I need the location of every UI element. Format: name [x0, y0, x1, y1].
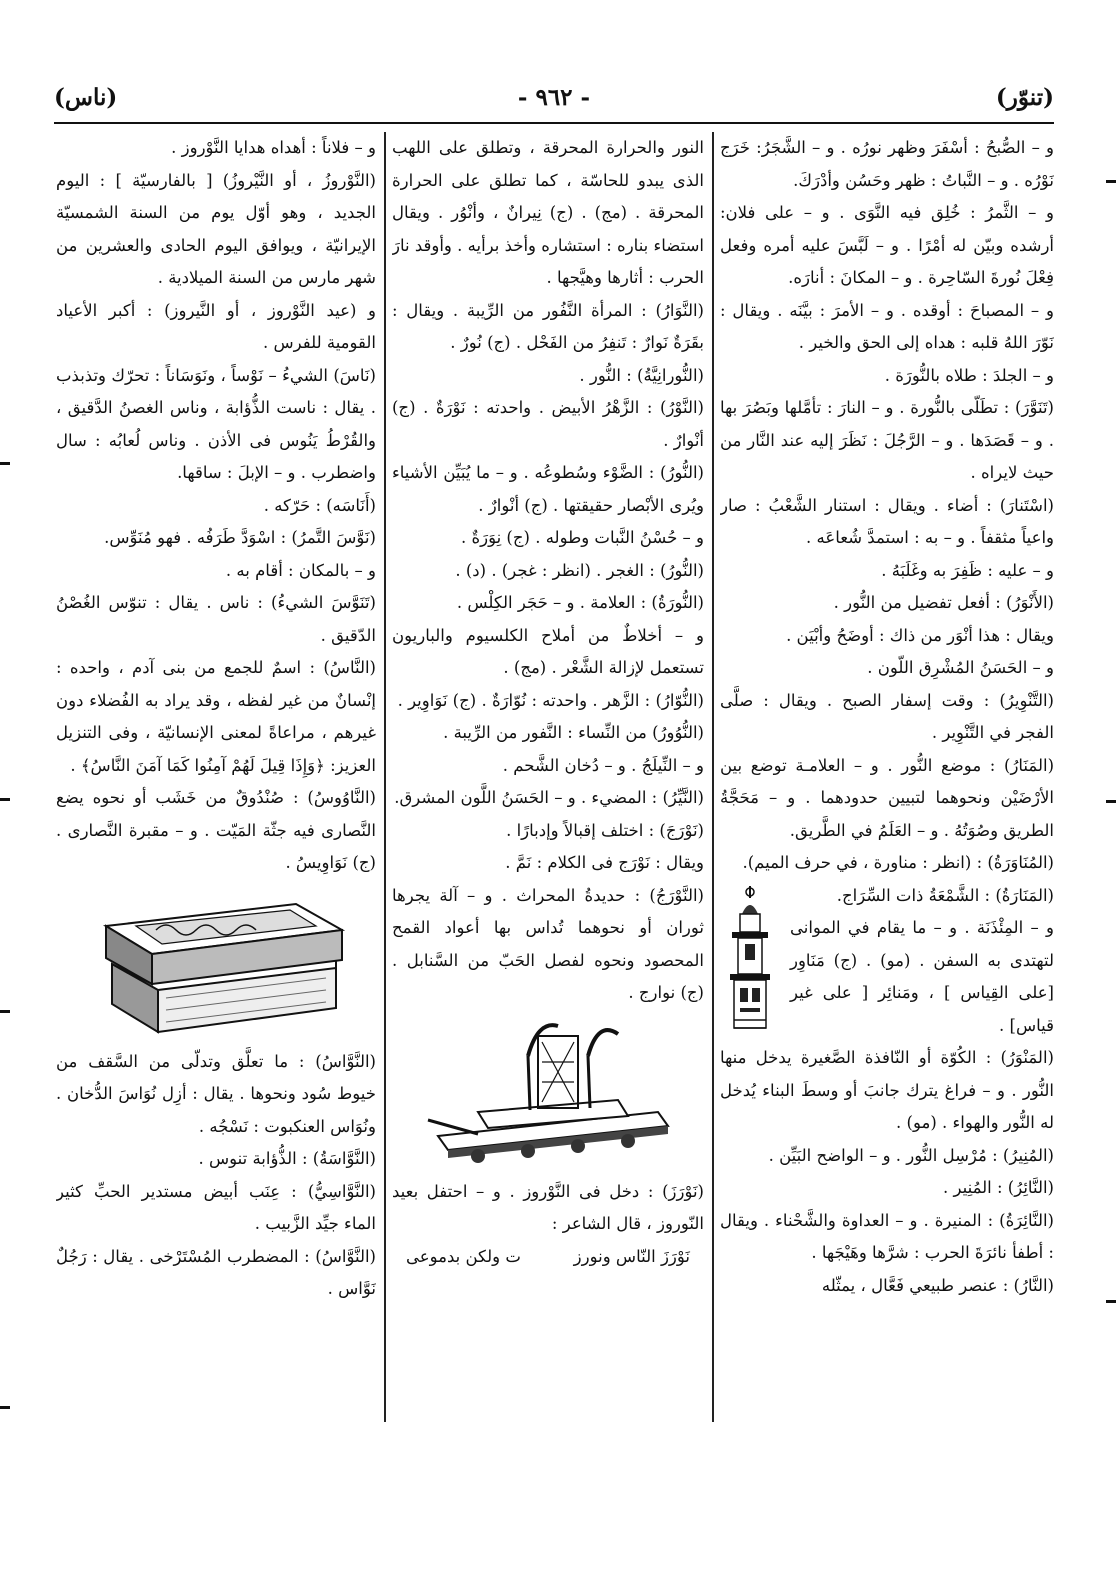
entry: و – الصُّبحُ : أسْفَرَ وظهر نورُه . و – الشَّجَرُ: خَرَج نَوْرُه . و – النَّباتُ : ظهر وحَسُن وأدْرَكَ. — [720, 138, 1054, 190]
column-left — [56, 132, 376, 1432]
header-right-keyword: (تنوّر) — [995, 84, 1054, 111]
entry: (النُّورَةُ) : العلامة . و – حَجَر الكِلْس . — [456, 593, 704, 612]
entry: النور والحرارة المحرقة ، وتطلق على اللهب الذى يبدو للحاسّة ، كما تطلق على الحرارة المحرقة . (مج) . (ج) نِيرانٌ ، وأنْوُر . ويقال استضاء بناره : استشاره وأخذ برأيه . وأوقد نارَ الحرب : أثارها وهيَّجها . — [392, 138, 704, 287]
entry: (النُّوّارُ) : الزَّهر . واحدته : نُوّارَةٌ . (ج) نَوَاوِير . — [397, 690, 704, 710]
entry: (الأَنْوَرُ) : أفعل تفضيل من النُّور . — [833, 593, 1054, 612]
entry: و (عيد النَّوْروز ، أو النَّيروز) : أكبر الأعياد القومية للفرس . — [56, 300, 376, 352]
poem-verse — [392, 1241, 704, 1274]
margin-mark — [1106, 180, 1116, 183]
entry: (نَاسَ) الشيءُ – نَوْساً ، ونَوَسَاناً : تحرّك وتذبذب . يقال : ناست الذُّؤابة ، وناس الغصنُ الدَّقيق ، والقُرْطُ يَنُوس فى الأذن . وناس لُعابُه : سال واضطرب . و – الإبلَ : ساقها. — [56, 365, 376, 482]
entry: (المَنْوَرُ) : الكُوّة أو النّافذة الصَّغيرة يدخل منها النُّور . و – فراغ يترك جانبَ أو وسطَ البناء يُدخل له النُّور والهواء . (مو) . — [720, 1048, 1054, 1132]
header-rule — [54, 122, 1054, 124]
entry: و – فلاناً : أهداه هدايا النَّوْروز . — [171, 138, 376, 157]
column-divider-left — [384, 132, 386, 1422]
entry: (النَّوَّاسَةُ) : الذُّؤابة تنوس . — [198, 1149, 376, 1168]
entry: و – المِئْذَنَة . و – ما يقام في الموانى لتهتدى به السفن . (مو) . (ج) مَنَاوِر [على القِياس ] ، ومَنائِر [ على غير قياس] . — [790, 918, 1054, 1035]
minaret-illustration — [720, 884, 780, 1034]
margin-mark — [0, 1406, 10, 1409]
entry: (أَنَاسَه) : حَرّكه . — [263, 495, 376, 515]
header-left-keyword: (ناس) — [54, 84, 118, 111]
entry: و – حُسْنُ النَّبات وطوله . (ج) نِوَرَةٌ . — [460, 528, 704, 547]
margin-mark — [0, 798, 10, 801]
entry: (النَّيِّرُ) : المضيء . و – الحَسَنُ اللَّون المشرق. — [394, 788, 704, 807]
entry: (النَّوَّاسِيُّ) : عِنَب أبيض مستدير الحبِّ كثير الماء جيِّد الزَّبيب . — [56, 1181, 376, 1233]
entry: (النُّوُورُ) من النِّساء : النَّفور من الرِّيبة . — [443, 723, 704, 742]
entry: (النَّوَّاسُ) : ما تعلَّق وتدلّى من السَّقف من خيوط سُود ونحوها . يقال : أزِل نُوَاسَ الدُّخان . ونُوَاس العنكبوت : نَسْجُه . — [56, 1051, 376, 1136]
entry: (النَّوْرَجُ) : حديدةُ المحراث . و – آلة يجرها ثوران أو نحوهما تُداس بها أعواد القمح المحصود ونحوه لفصل الحَبّ من السَّنابل . (ج) نوارج . — [392, 885, 704, 1002]
entry: (المُنَاوَرَةُ) : (انظر : مناورة ، في حرف الميم). — [742, 853, 1054, 872]
entry: و – عليه : ظَفِرَ به وغَلَبَهُ . — [881, 560, 1054, 580]
margin-mark — [1106, 800, 1116, 803]
entry: (تَنَوَّسَ الشيءُ) : ناس . يقال : تنوّس الغُصْنُ الدّقيق . — [56, 593, 376, 645]
entry: (نَوْرَجَ) : اختلف إقبالاً وإدبارًا . — [506, 820, 704, 840]
poem-second-hemistich: ت ولكن بدموعى — [406, 1246, 521, 1266]
entry: و – النِّيلَجُ . و – دُخان الشَّحم . — [502, 755, 704, 775]
entry: (تَنَوَّرَ) : تطَلّى بالنُّورة . و – النارَ : تأمَّلها وبَصُرَ بها . و – قَصَدَها . و – الرَّجُلَ : نَظَرَ إليه عند النَّار من حيث لايراه . — [720, 398, 1054, 482]
entry: (المَنَارَةُ) : الشَّمْعَةُ ذات السِّرَاج. — [836, 885, 1054, 905]
column-right — [720, 132, 1054, 1432]
entry: (النَّائِرَةُ) : المنيرة . و – العداوة والشَّحْناء . ويقال : أطفأ نائرَةَ الحرب : شرَّها وهَيْجَها . — [720, 1210, 1054, 1262]
entry: و – الحَسَنُ المُشْرِق اللّون . — [867, 658, 1054, 677]
page-number: - ٩٦٢ - — [517, 84, 591, 111]
entry: (نَوْرَزَ) : دخل فى النَّوْروز . و – احتفل بعيد النّوروز ، قال الشاعر : — [392, 1181, 704, 1233]
entry: ويقال : نَوْرَج فى الكلام : نَمَّ . — [505, 853, 704, 872]
entry: (النَّاسُ) : اسمٌ للجمع من بنى آدم ، واحده : إنْسانٌ من غير لفظه ، وقد يراد به الفُضلاء دون غيرهم ، مراعاةً لمعنى الإنسانيّة ، وفى التنزيل العزيز: ﴿وَإِذَا قِيلَ لَهُمْ آمِنُوا كَمَا آمَنَ النَّاسُ﴾ . — [56, 658, 376, 775]
column-middle — [392, 132, 704, 1432]
entry: و – المصباحَ : أوقده . و – الأمرَ : بيَّنَه . ويقال : نَوّرَ اللهُ قلبه : هداه إلى الحق والخير . — [720, 300, 1054, 352]
entry: (النَّارُ) : عنصر طبيعي فَعَّال ، يمثّله — [821, 1275, 1054, 1295]
column-divider-right — [712, 132, 714, 1422]
entry: (المُنِيرُ) : مُرْسِل النُّور . و – الواضح البَيِّن . — [768, 1145, 1054, 1165]
sarcophagus-illustration — [76, 886, 356, 1036]
entry: (النَّائِرُ) : المُنِير . — [943, 1178, 1054, 1197]
entry: (النُّورُ) : الغجر . (انظر : غجر) . (د) . — [455, 560, 704, 580]
entry: (النَّاوُوسُ) : صُنْدُوقٌ من خَشَب أو نحوه يضع النَّصارى فيه جثّة المَيّت . و – مقبرة النَّصارى . (ج) نَوَاوِيسُ . — [56, 788, 376, 872]
entry: (نَوَّسَ التَّمرُ) : اسْوَدَّ طَرَفُه . فهو مُنَوِّس. — [104, 528, 376, 547]
threshing-sledge-illustration — [418, 1016, 678, 1166]
entry: (اسْتَنارَ) : أضاء . ويقال : استنار الشَّعْبُ : صار واعياً مثقفاً . و – به : استمدَّ شُعاعَه . — [720, 495, 1054, 547]
margin-mark — [0, 462, 10, 465]
entry: (النَّوَّاسُ) : المضطرب المُسْتَرْخى . يقال : رَجُلٌ نَوَّاس . — [56, 1246, 376, 1298]
entry: (النُّورانِيَّةُ) : النُّور . — [579, 365, 704, 385]
entry: و – الثَّمرُ : خُلِق فيه النَّوَى . و – على فلان: أرشده وبيّن له أمْرًا . و – لَبَّسَ عليه أمره وفعل فِعْلَ نُورةَ السّاحِرة . و – المكانَ : أنارَه. — [720, 203, 1054, 287]
entry: و – الجلدَ : طلاه بالنُّورَة . — [884, 365, 1054, 385]
entry: (النَّوْروزُ ، أو النَّيْروزُ) [ بالفارسيّة ] : اليوم الجديد ، وهو أوّل يوم من السنة الشمسيّة الإيرانيّة ، ويوافق اليوم الحادى والعشرين من شهر مارس من السنة الميلادية . — [56, 170, 376, 287]
entry: (النَّوَارُ) : المرأة النَّفُور من الرِّيبة . ويقال : بقَرَةٌ نَوارٌ : تَنفِرُ من الفَحْل . (ج) نُورٌ . — [392, 300, 704, 352]
margin-mark — [0, 1010, 10, 1013]
margin-mark — [1106, 1300, 1116, 1303]
entry: (النُّورُ) : الضَّوْء وسُطوعُه . و – ما يُبَيِّن الأشياء ويُرى الأبْصار حقيقتها . (ج) أنْوارٌ . — [392, 463, 704, 515]
entry: (النَّوْرُ) : الزَّهْرُ الأبيض . واحدته : نَوْرَةٌ . (ج) أنْوارٌ . — [392, 398, 704, 450]
entry: ويقال : هذا أنْوَر من ذاك : أوضَحُ وأبْيَن . — [786, 625, 1054, 645]
entry: (المَنَارُ) : موضع النُّور . و – العلامـة توضع بين الأرْضَيْن ونحوهما لتبيين حدودهما . و – مَحَجَّةُ الطريق وصُوَتُهُ . و – العَلَمُ في الطَّريق. — [720, 755, 1054, 840]
page-header — [54, 76, 1054, 126]
poem-first-hemistich: نَوْرَزَ النّاس ونورز — [573, 1246, 690, 1266]
entry: و – أخلاطٌ من أملاح الكلسيوم والباريون تستعمل لإزالة الشَّعْر . (مج) . — [392, 625, 704, 677]
entry: و – بالمكان : أقام به . — [225, 560, 376, 580]
entry: (التَّنْوِيرُ) : وقت إسفار الصبح . ويقال : صلَّى الفجر في التَّنْوِير . — [720, 690, 1054, 742]
